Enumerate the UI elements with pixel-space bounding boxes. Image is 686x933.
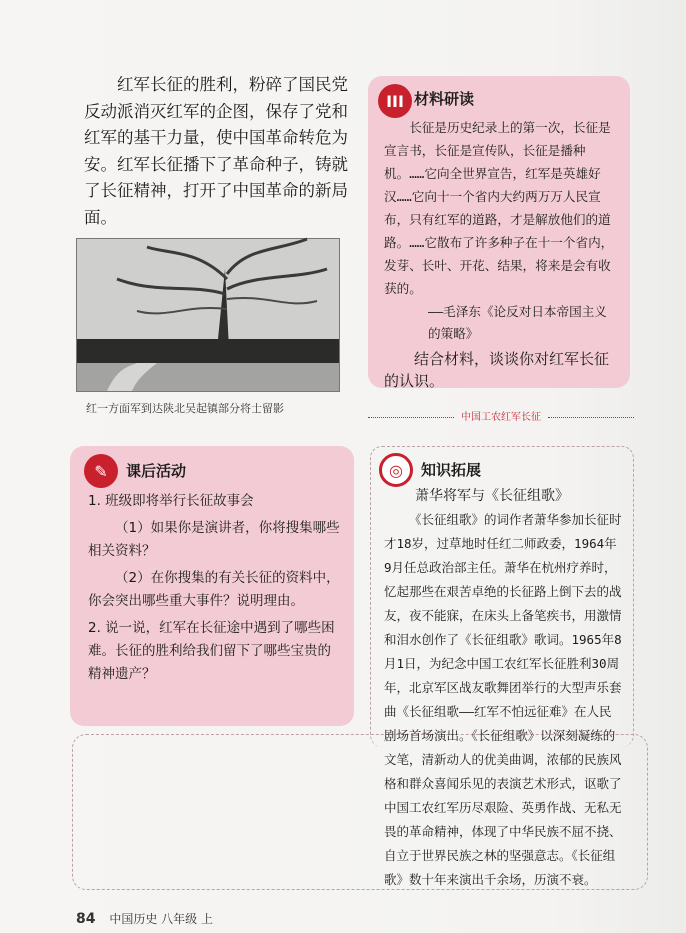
activity-title: 课后活动 (126, 462, 187, 480)
material-question: 结合材料，谈谈你对红军长征的认识。 (384, 350, 610, 390)
activity-content (88, 490, 342, 690)
activity-item-1: 1. 班级即将举行长征故事会 (88, 493, 254, 509)
activity-item-2: 2. 说一说，红军在长征途中遇到了哪些困难。长征的胜利给我们留下了哪些宝贵的精神遗产？ (88, 620, 335, 682)
material-reading-icon: III (378, 84, 412, 118)
main-paragraph (84, 72, 354, 231)
after-class-activity-box (70, 446, 354, 726)
material-source: ——毛泽东《论反对日本帝国主义的策略》 (428, 304, 607, 341)
material-reading-box (368, 76, 630, 388)
activity-item-1a: （1）如果你是演讲者，你将搜集哪些相关资料？ (88, 520, 340, 559)
target-icon: ◎ (379, 453, 413, 487)
material-quote: 长征是历史纪录上的第一次，长征是宣言书，长征是宣传队，长征是播种机。……它向全世界宣告，红军是英雄好汉……它向十一个省内大约两万万人民宣布，只有红军的道路，才是解放他们的道路。……它散布了许多种子在十一个省内，发芽、长叶、开花、结果，将来是会有收获的。 (384, 120, 614, 296)
book-title: 中国历史 八年级 上 (109, 912, 213, 926)
main-text: 红军长征的胜利，粉碎了国民党反动派消灭红军的企图，保存了党和红军的基干力量，使中国革命转危为安。红军长征播下了革命种子，铸就了长征精神，打开了中国革命的新局面。 (84, 75, 348, 227)
knowledge-text: 《长征组歌》的词作者萧华参加长征时才18岁，过草地时任红二师政委，1964年9月任总政治部主任。萧华在杭州疗养时，忆起那些在艰苦卓绝的长征路上倒下去的战友，夜不能寐，在床头上备笔疾书，用激情和泪水创作了《长征组歌》歌词。1965年8月1日，为纪念中国工农红军长征胜利30周年，北京军区战友歌舞团举行的大型声乐套曲《长征组歌——红军不怕远征难》在人民剧场首场演出。《长征组歌》以深刻凝练的文笔，清新动人的优美曲调，浓郁的民族风格和群众喜闻乐见的表演艺术形式，讴歌了中国工农红军历尽艰险、英勇作战、无私无畏的革命精神，体现了中华民族不屈不挠、自立于世界民族之林的坚强意志。《长征组歌》数十年来演出千余场，历演不衰。 (384, 512, 622, 887)
material-title: 材料研读 (414, 90, 475, 108)
page-footer (76, 910, 213, 927)
activity-item-1b: （2）在你搜集的有关长征的资料中，你会突出哪些重大事件？说明理由。 (88, 570, 340, 609)
pencil-icon: ✎ (84, 454, 118, 488)
page-number: 84 (76, 911, 96, 927)
knowledge-title: 知识拓展 (421, 461, 482, 479)
photo-caption: 红一方面军到达陕北吴起镇部分将士留影 (86, 402, 284, 415)
section-label-text: 中国工农红军长征 (461, 412, 541, 423)
knowledge-subtitle: 萧华将军与《长征组歌》 (415, 488, 569, 504)
section-label (356, 408, 646, 423)
historical-photo (76, 238, 340, 392)
